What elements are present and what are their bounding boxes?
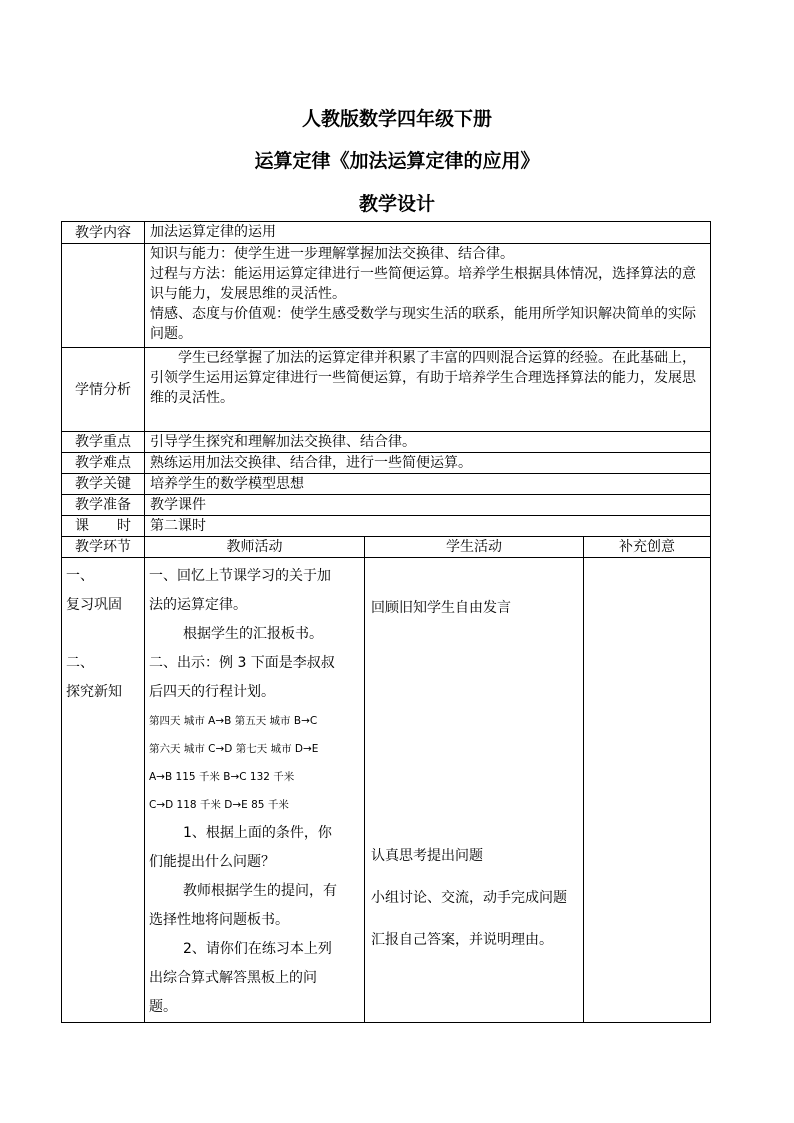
student-activity: 回顾旧知学生自由发言 [371,600,511,616]
itinerary-line: 第四天 城市 A→B 第五天 城市 B→C [149,715,318,727]
analysis-value: 学生已经掌握了加法的运算定律并积累了丰富的四则混合运算的经验。在此基础上，引领学生运用运算定律进行一些简便运算，有助于培养学生合理选择算法的能力，发展思维的灵活性。 [150,350,696,406]
content-label: 教学内容 [62,222,145,244]
analysis-cell [145,348,711,432]
itinerary-line: 第六天 城市 C→D 第七天 城市 D→E [149,743,319,755]
doc-subtitle: 运算定律《加法运算定律的应用》 [254,150,540,172]
stage-2-number: 二、 [66,655,94,671]
crux-label: 教学关键 [62,474,145,495]
goal-emotion: 情感、态度与价值观：使学生感受数学与现实生活的联系，能用所学知识解决简单的实际问题。 [150,306,696,342]
prep-value: 教学课件 [145,495,711,516]
stage-1-number: 一、 [66,568,94,584]
key-value: 引导学生探究和理解加法交换律、结合律。 [145,432,711,453]
prep-label: 教学准备 [62,495,145,516]
extra-cell [584,558,711,1023]
header-extra: 补充创意 [584,537,711,558]
goals-label [62,244,145,348]
teacher-activity-cell [145,558,365,1023]
student-activity: 汇报自己答案，并说明理由。 [371,932,553,948]
stage-spacer [62,620,144,649]
goal-process: 过程与方法：能运用运算定律进行一些简便运算。培养学生根据具体情况，选择算法的意识与能力，发展思维的灵活性。 [150,266,696,302]
stage-1-name: 复习巩固 [66,597,122,613]
goals-cell [145,244,711,348]
difficulty-label: 教学难点 [62,453,145,474]
student-activity: 认真思考提出问题 [371,848,483,864]
teacher-line: 法的运算定律。 [149,597,247,613]
key-label: 教学重点 [62,432,145,453]
teacher-line: 根据学生的汇报板书。 [183,626,323,642]
lesson-plan-table [61,221,711,1023]
student-activity: 小组讨论、交流，动手完成问题 [371,890,567,906]
distance-line: C→D 118 千米 D→E 85 千米 [149,799,289,811]
teacher-line: 题。 [149,999,177,1015]
teacher-line: 出综合算式解答黑板上的问 [149,970,317,986]
goal-knowledge: 知识与能力：使学生进一步理解掌握加法交换律、结合律。 [150,246,514,262]
period-label: 课 时 [62,516,145,537]
header-teacher: 教师活动 [145,537,365,558]
distance-line: A→B 115 千米 B→C 132 千米 [149,771,295,783]
content-value: 加法运算定律的运用 [145,222,711,244]
difficulty-value: 熟练运用加法交换律、结合律，进行一些简便运算。 [145,453,711,474]
teacher-line: 后四天的行程计划。 [149,684,275,700]
stage-2-name: 探究新知 [66,684,122,700]
teacher-line: 们能提出什么问题？ [149,854,275,870]
student-activity-cell [365,558,584,1023]
doc-title: 人教版数学四年级下册 [301,108,492,130]
teacher-line: 一、回忆上节课学习的关于加 [149,568,331,584]
teacher-line: 2、请你们在练习本上列 [183,941,332,957]
teacher-line: 教师根据学生的提问，有 [183,883,337,899]
period-value: 第二课时 [145,516,711,537]
teacher-line: 1、根据上面的条件，你 [183,825,332,841]
stage-cell [62,558,145,1023]
teacher-line: 选择性地将问题板书。 [149,912,289,928]
crux-value: 培养学生的数学模型思想 [145,474,711,495]
doc-heading: 教学设计 [358,193,435,215]
header-student: 学生活动 [365,537,584,558]
teacher-line: 二、出示：例 3 下面是李叔叔 [149,655,335,671]
analysis-label: 学情分析 [62,348,145,432]
header-stage: 教学环节 [62,537,145,558]
